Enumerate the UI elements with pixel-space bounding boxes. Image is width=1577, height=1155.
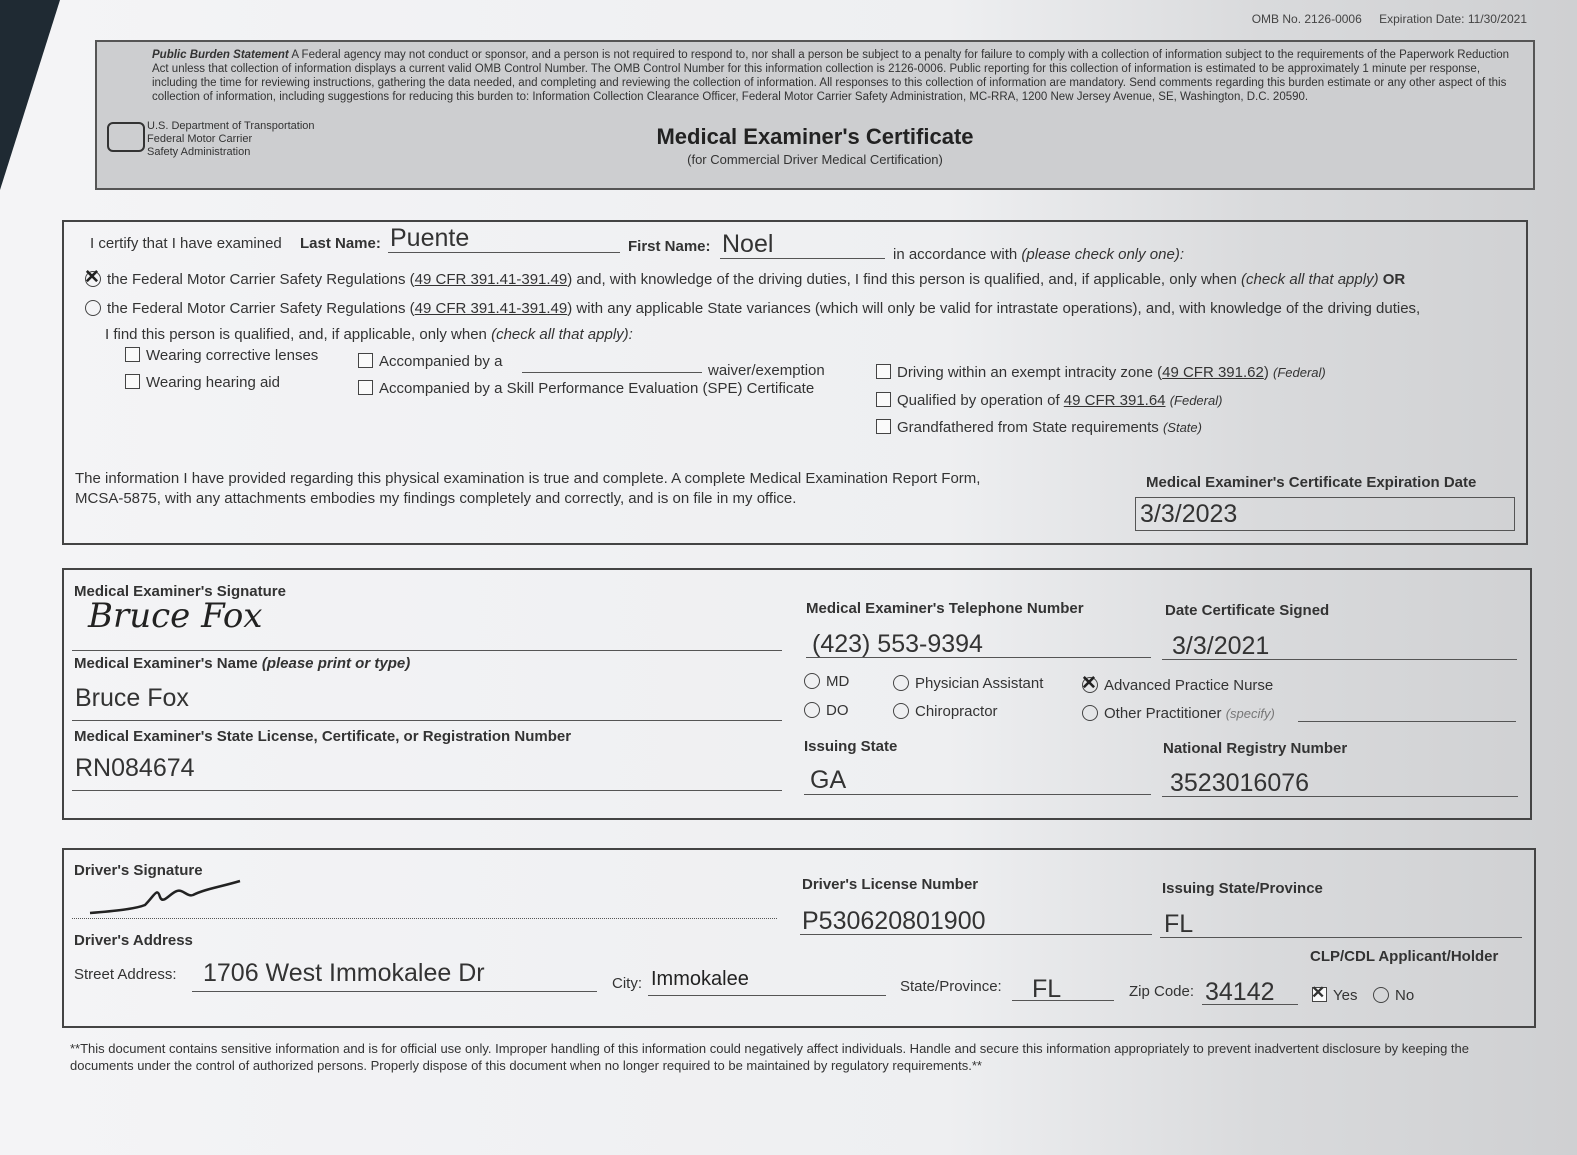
last-name-line: [388, 252, 620, 253]
checkbox-grandfathered[interactable]: Grandfathered from State requirements (State): [876, 419, 1202, 436]
clp-cdl-label: CLP/CDL Applicant/Holder: [1310, 948, 1499, 965]
street-address-field[interactable]: 1706 West Immokalee Dr: [203, 959, 485, 987]
waiver-checkbox[interactable]: [358, 353, 373, 368]
license-label: Medical Examiner's State License, Certificate, or Registration Number: [74, 728, 572, 745]
other-specify-line: [1298, 721, 1516, 722]
city-field[interactable]: Immokalee: [651, 968, 749, 990]
certify-intro: I certify that I have examined: [90, 235, 282, 252]
type-md[interactable]: MD: [804, 673, 849, 690]
form-subtitle: (for Commercial Driver Medical Certification): [687, 152, 943, 167]
option-state-radio[interactable]: [85, 300, 101, 316]
driver-issuing-state-field[interactable]: FL: [1164, 910, 1194, 938]
issuing-state-label: Issuing State: [804, 738, 898, 755]
agency-line-2: Federal Motor Carrier: [147, 133, 253, 145]
omb-info: [1238, 12, 1527, 26]
hearing-checkbox[interactable]: [125, 374, 140, 389]
agency-line-1: U.S. Department of Transportation: [147, 120, 315, 132]
spe-checkbox[interactable]: [358, 380, 373, 395]
type-physician-assistant[interactable]: Physician Assistant: [893, 675, 1043, 692]
street-line: [192, 991, 597, 992]
driver-signature: [85, 875, 245, 920]
type-advanced-practice-nurse[interactable]: ✕ Advanced Practice Nurse: [1082, 677, 1273, 694]
checkbox-intracity[interactable]: Driving within an exempt intracity zone (49 CFR 391.62) (Federal): [876, 364, 1326, 381]
omb-expiration: Expiration Date: 11/30/2021: [1379, 12, 1527, 26]
examiner-license-field[interactable]: RN084674: [75, 754, 195, 782]
last-name-field[interactable]: Puente: [390, 224, 470, 252]
checkbox-qualified-391-64[interactable]: Qualified by operation of 49 CFR 391.64 (Federal): [876, 392, 1222, 409]
zip-line: [1202, 1004, 1298, 1005]
other-radio[interactable]: [1082, 705, 1098, 721]
driver-address-label: Driver's Address: [74, 932, 193, 949]
accordance-text: in accordance with (please check only one):: [893, 246, 1184, 263]
background-corner: [0, 0, 60, 190]
examiner-name-line: [72, 720, 782, 721]
checkbox-accompanied-waiver[interactable]: Accompanied by a: [358, 353, 502, 370]
driver-signature-label: Driver's Signature: [74, 862, 203, 879]
examiner-signature: Bruce Fox: [88, 596, 263, 636]
burden-title: Public Burden Statement: [152, 49, 289, 61]
registry-field[interactable]: 3523016076: [1170, 769, 1310, 797]
no-radio[interactable]: [1373, 987, 1389, 1003]
omb-number: OMB No. 2126-0006: [1251, 12, 1362, 26]
expiration-label: Medical Examiner's Certificate Expiration Date: [1146, 474, 1477, 491]
driver-issuing-state-label: Issuing State/Province: [1162, 880, 1323, 897]
form-title: Medical Examiner's Certificate: [656, 124, 974, 149]
examiner-name-label: Medical Examiner's Name (please print or type): [74, 655, 411, 672]
zip-label: Zip Code:: [1129, 983, 1195, 1000]
first-name-line: [720, 258, 885, 259]
sensitive-info-note: **This document contains sensitive information and is for official use only. Improper handling of this information could negatively affect individuals. Handle and secure this information appropriately to prevent inadvertent disclosure by keeping the documents under the control of authorized persons. Properly dispose of this document when no longer required to be maintained by regulatory requirements.**: [70, 1041, 1470, 1073]
examiner-phone-field[interactable]: (423) 553-9394: [812, 630, 983, 658]
type-do[interactable]: DO: [804, 702, 849, 719]
pa-radio[interactable]: [893, 675, 909, 691]
type-chiropractor[interactable]: Chiropractor: [893, 703, 998, 720]
driver-issuing-state-line: [1160, 937, 1522, 938]
city-line: [648, 995, 886, 996]
examiner-phone-label: Medical Examiner's Telephone Number: [806, 600, 1084, 617]
driver-signature-line: [72, 918, 777, 919]
waiver-line: [522, 372, 702, 373]
apn-radio[interactable]: [1082, 677, 1098, 693]
qualified-checkbox[interactable]: [876, 392, 891, 407]
chiro-radio[interactable]: [893, 703, 909, 719]
examiner-signature-line: [72, 650, 782, 651]
checkbox-spe[interactable]: Accompanied by a Skill Performance Evaluation (SPE) Certificate: [358, 380, 814, 397]
do-radio[interactable]: [804, 702, 820, 718]
burden-statement: [152, 48, 1523, 104]
date-signed-field[interactable]: 3/3/2021: [1172, 632, 1270, 660]
option-federal: ✕the Federal Motor Carrier Safety Regulations (49 CFR 391.41-391.49) and, with knowledge of the driving duties, I find this person is qualified, and, if applicable, only when (check all that apply) OR: [85, 271, 1405, 288]
examiner-signature-label: Medical Examiner's Signature: [74, 583, 286, 600]
zip-code-field[interactable]: 34142: [1205, 978, 1275, 1006]
attestation-line2: MCSA-5875, with any attachments embodies my findings completely and correctly, and is on file in my office.: [75, 490, 797, 507]
street-label: Street Address:: [74, 966, 177, 983]
agency-line-3: Safety Administration: [147, 146, 251, 158]
issuing-state-line: [804, 794, 1151, 795]
type-other-practitioner[interactable]: Other Practitioner (specify): [1082, 705, 1275, 722]
grandfathered-checkbox[interactable]: [876, 419, 891, 434]
issuing-state-field[interactable]: GA: [810, 766, 847, 794]
expiration-date-field[interactable]: 3/3/2023: [1140, 500, 1238, 528]
lenses-checkbox[interactable]: [125, 347, 140, 362]
option-state-line2: I find this person is qualified, and, if applicable, only when (check all that apply):: [105, 326, 633, 343]
driver-license-line: [800, 934, 1152, 935]
state-province-label: State/Province:: [900, 978, 1002, 995]
driver-license-label: Driver's License Number: [802, 876, 979, 893]
date-signed-line: [1162, 659, 1517, 660]
attestation-line1: The information I have provided regarding this physical examination is true and complete. A complete Medical Examination Report Form,: [75, 470, 981, 487]
state-province-line: [1012, 1000, 1114, 1001]
examiner-name-field[interactable]: Bruce Fox: [75, 684, 189, 712]
burden-text: A Federal agency may not conduct or sponsor, and a person is not required to respond to, nor shall a person be subject to a penalty for failure to comply with a collection of information subject to the requirements of the Paperwork Reduction Act unless that collection of information displays a current valid OMB Control Number. The OMB Control Number for this information collection is 2126-0006. Public reporting for this collection of information is estimated to be approximately 1 minute per response, including the time for reviewing instructions, gathering the data needed, and completing and reviewing the collection of information. All responses to this collection of information are mandatory. Send comments regarding this burden estimate or any other aspect of this collection of information, including suggestions for reducing this burden to: Information Collection Clearance Officer, Federal Motor Carrier Safety Administration, MC-RRA, 1200 New Jersey Avenue, SE, Washington, D.C. 20590.: [152, 49, 1510, 103]
intracity-checkbox[interactable]: [876, 364, 891, 379]
clp-yes-option[interactable]: ✕ Yes: [1311, 983, 1358, 1004]
registry-label: National Registry Number: [1163, 740, 1348, 757]
checkbox-corrective-lenses[interactable]: Wearing corrective lenses: [125, 347, 318, 364]
first-name-field[interactable]: Noel: [722, 230, 774, 258]
waiver-exemption-text: waiver/exemption: [708, 362, 825, 379]
state-province-field[interactable]: FL: [1032, 975, 1062, 1003]
last-name-label: Last Name:: [300, 235, 381, 252]
checkbox-hearing-aid[interactable]: Wearing hearing aid: [125, 374, 280, 391]
registry-line: [1162, 796, 1518, 797]
license-line: [72, 790, 782, 791]
clp-no-option[interactable]: No: [1373, 987, 1414, 1004]
option-state-variances: the Federal Motor Carrier Safety Regulations (49 CFR 391.41-391.49) with any applicable State variances (which will only be valid for intrastate operations), and, with knowledge of the driving duties,: [85, 300, 1420, 317]
first-name-label: First Name:: [628, 238, 711, 255]
form-header: [95, 40, 1535, 190]
option-federal-radio[interactable]: [85, 271, 101, 287]
driver-license-field[interactable]: P530620801900: [802, 907, 986, 935]
date-signed-label: Date Certificate Signed: [1165, 602, 1330, 619]
city-label: City:: [612, 975, 642, 992]
md-radio[interactable]: [804, 673, 820, 689]
phone-line: [806, 657, 1151, 658]
yes-checkbox[interactable]: ✕: [1311, 983, 1326, 1002]
